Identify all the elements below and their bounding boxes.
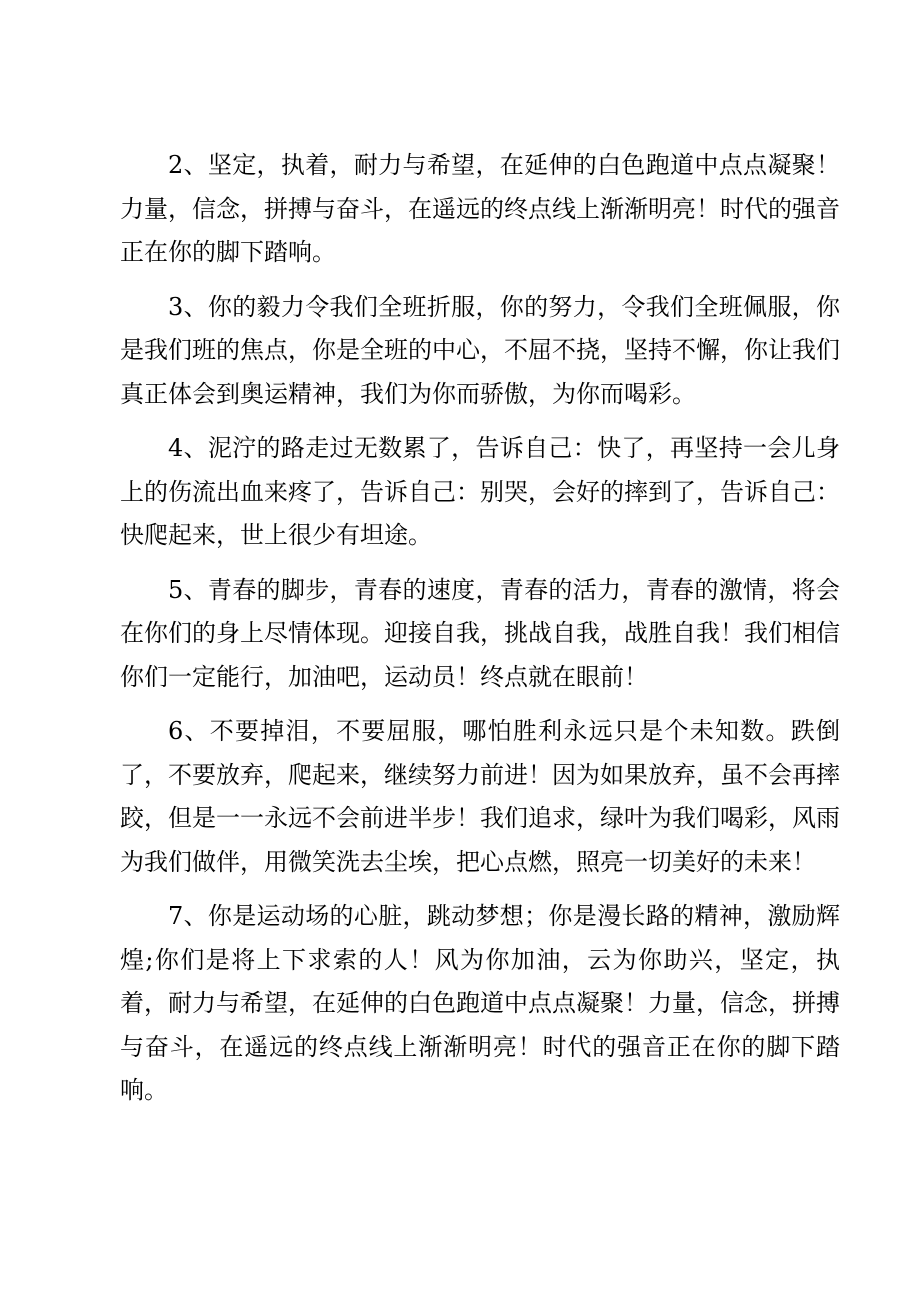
- paragraph-4: 4、泥泞的路走过无数累了，告诉自己：快了，再坚持一会儿身上的伤流出血来疼了，告诉自己：别哭，会好的摔到了，告诉自己：快爬起来，世上很少有坦途。: [120, 434, 840, 549]
- paragraph-3: 3、你的毅力令我们全班折服，你的努力，令我们全班佩服，你是我们班的焦点，你是全班的中心，不屈不挠，坚持不懈，你让我们真正体会到奥运精神，我们为你而骄傲，为你而喝彩。: [120, 292, 840, 408]
- paragraph-6: 6、不要掉泪，不要屈服，哪怕胜利永远只是个未知数。跌倒了，不要放弃，爬起来，继续努力前进！因为如果放弃，虽不会再摔跤，但是一一永远不会前进半步！我们追求，绿叶为我们喝彩，风雨为我们做伴，用微笑洗去尘埃，把心点燃，照亮一切美好的未来！: [120, 717, 840, 876]
- document-body: [120, 144, 840, 1124]
- paragraph-2: 2、坚定，执着，耐力与希望，在延伸的白色跑道中点点凝聚！力量，信念，拼搏与奋斗，在遥远的终点线上渐渐明亮！时代的强音正在你的脚下踏响。: [120, 151, 840, 266]
- paragraph-5: 5、青春的脚步，青春的速度，青春的活力，青春的激情，将会在你们的身上尽情体现。迎接自我，挑战自我，战胜自我！我们相信你们一定能行，加油吧，运动员！终点就在眼前！: [120, 575, 840, 691]
- paragraph-7: 7、你是运动场的心脏，跳动梦想；你是漫长路的精神，激励辉煌;你们是将上下求索的人！风为你加油，云为你助兴，坚定，执着，耐力与希望，在延伸的白色跑道中点点凝聚！力量，信念，拼搏与奋斗，在遥远的终点线上渐渐明亮！时代的强音正在你的脚下踏响。: [120, 902, 840, 1104]
